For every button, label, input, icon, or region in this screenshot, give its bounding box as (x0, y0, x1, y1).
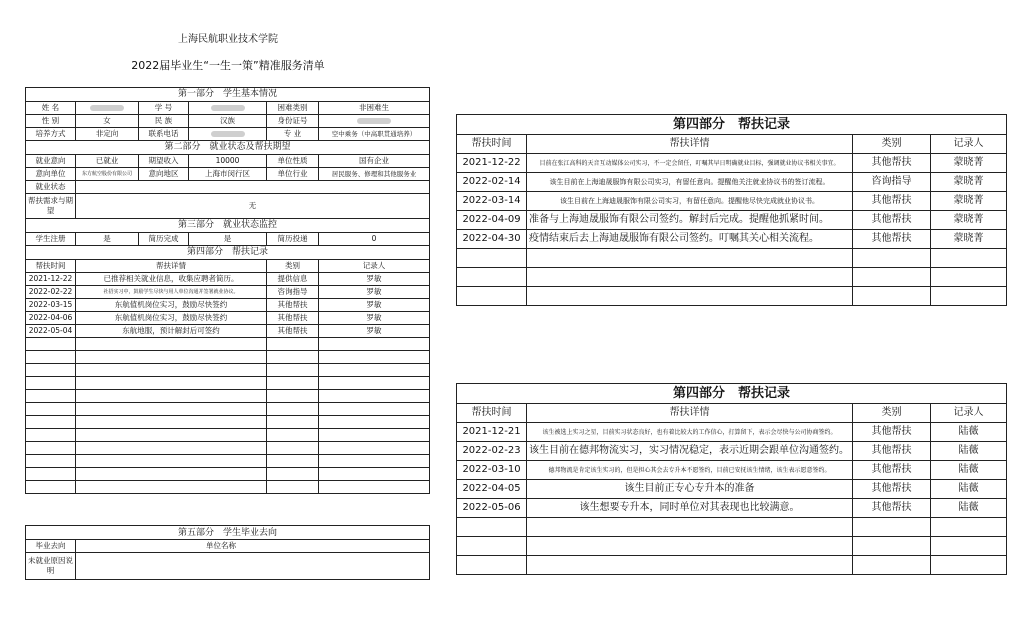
resume-label: 简历完成 (139, 233, 189, 246)
record-detail: 目前在张江高科的天音互动媒体公司实习，不一定会留任，叮嘱其早日明确就业目标，强调就业协议书相关事宜。 (527, 154, 853, 173)
record-time: 2021-12-22 (457, 154, 527, 173)
table-row (457, 154, 1007, 173)
header-recorder: 记录人 (931, 404, 1007, 423)
empty-row (26, 468, 430, 481)
record-type: 其他帮扶 (267, 299, 319, 312)
record-type: 咨询指导 (267, 286, 319, 299)
industry-label: 单位行业 (267, 168, 319, 181)
record-type: 其他帮扶 (853, 480, 931, 499)
record-time: 2022-04-05 (457, 480, 527, 499)
table-row (26, 299, 430, 312)
record-type: 其他帮扶 (267, 312, 319, 325)
header-detail: 帮扶详情 (527, 135, 853, 154)
record-type: 其他帮扶 (853, 192, 931, 211)
part4-left-title: 第四部分 帮扶记录 (26, 246, 430, 260)
record-type: 其他帮扶 (853, 461, 931, 480)
major-label: 专 业 (267, 128, 319, 141)
reg-label: 学生注册 (26, 233, 76, 246)
header-detail: 帮扶详情 (527, 404, 853, 423)
unit-label: 意向单位 (26, 168, 76, 181)
empty-row (26, 416, 430, 429)
record-type: 其他帮扶 (853, 154, 931, 173)
graduation-destination-table (25, 525, 430, 580)
region-label: 意向地区 (139, 168, 189, 181)
empty-row (26, 377, 430, 390)
record-detail: 东航地服，预计解封后可签约 (76, 325, 267, 338)
header-type: 类别 (853, 135, 931, 154)
redacted-mark (90, 105, 124, 111)
record-time: 2022-03-14 (457, 192, 527, 211)
record-time: 2022-05-06 (457, 499, 527, 518)
support-record-table-bottom (456, 383, 1007, 575)
record-type: 其他帮扶 (267, 325, 319, 338)
record-recorder: 罗敏 (319, 286, 430, 299)
record-time: 2022-05-04 (26, 325, 76, 338)
difficulty-value: 非困难生 (319, 102, 430, 115)
phone-label: 联系电话 (139, 128, 189, 141)
empty-row (26, 364, 430, 377)
redacted-mark (211, 105, 245, 111)
record-recorder: 罗敏 (319, 273, 430, 286)
part5-title: 第五部分 学生毕业去向 (26, 526, 430, 540)
idcard-value (319, 115, 430, 128)
nature-label: 单位性质 (267, 155, 319, 168)
school-name: 上海民航职业技术学院 (178, 34, 278, 45)
record-detail: 德邦物流是肯定该生实习的，但是担心其会去专升本不愿签约，目前已安抚该生情绪，该生表示愿意签约。 (527, 461, 853, 480)
record-type: 其他帮扶 (853, 211, 931, 230)
record-type: 其他帮扶 (853, 423, 931, 442)
unit-value: 东方航空股份有限公司 (76, 168, 139, 181)
record-detail: 该生目前在上海迪晟服饰有限公司实习，有留任意向。提醒他关注就业协议书的签订流程。 (527, 173, 853, 192)
student-service-form (25, 87, 430, 494)
salary-label: 期望收入 (139, 155, 189, 168)
record-recorder: 蒙晓菁 (931, 211, 1007, 230)
table-row (457, 173, 1007, 192)
table-row (457, 192, 1007, 211)
intent-value: 已就业 (76, 155, 139, 168)
record-time: 2021-12-21 (457, 423, 527, 442)
record-recorder: 陆薇 (931, 461, 1007, 480)
empty-row (457, 556, 1007, 575)
need-value: 无 (76, 194, 430, 219)
empty-row (26, 351, 430, 364)
record-detail: 东航值机岗位实习，鼓励尽快签约 (76, 312, 267, 325)
ethnicity-label: 民 族 (139, 115, 189, 128)
empty-row (26, 403, 430, 416)
table-row (457, 230, 1007, 249)
record-type: 其他帮扶 (853, 442, 931, 461)
record-recorder: 陆薇 (931, 480, 1007, 499)
region-value: 上海市闵行区 (189, 168, 267, 181)
support-record-table-top (456, 114, 1007, 306)
sent-label: 简历投递 (267, 233, 319, 246)
record-detail: 该生目前正专心专升本的准备 (527, 480, 853, 499)
record-recorder: 蒙晓菁 (931, 173, 1007, 192)
table-row (26, 325, 430, 338)
part1-title: 第一部分 学生基本情况 (26, 88, 430, 102)
record-type: 提供信息 (267, 273, 319, 286)
record-recorder: 罗敏 (319, 325, 430, 338)
salary-value: 10000 (189, 155, 267, 168)
student-id-label: 学 号 (139, 102, 189, 115)
gender-label: 性 别 (26, 115, 76, 128)
record-detail: 该生目前在德邦物流实习，实习情况稳定，表示近期会跟单位沟通签约。 (527, 442, 853, 461)
empty-row (26, 442, 430, 455)
training-label: 培养方式 (26, 128, 76, 141)
dest-label: 毕业去向 (26, 540, 76, 553)
left-header-recorder: 记录人 (319, 260, 430, 273)
empty-row (457, 518, 1007, 537)
intent-label: 就业意向 (26, 155, 76, 168)
record-type: 其他帮扶 (853, 499, 931, 518)
empty-row (26, 481, 430, 494)
part3-title: 第三部分 就业状态监控 (26, 219, 430, 233)
student-id-value (189, 102, 267, 115)
table-row (457, 211, 1007, 230)
record-time: 2022-03-10 (457, 461, 527, 480)
resume-value: 是 (189, 233, 267, 246)
record-time: 2022-02-14 (457, 173, 527, 192)
redacted-mark (357, 118, 391, 124)
status-label: 就业状态 (26, 181, 76, 194)
record-recorder: 罗敏 (319, 312, 430, 325)
nature-value: 国有企业 (319, 155, 430, 168)
need-label: 帮扶需求与期望 (26, 194, 76, 219)
table-row (26, 273, 430, 286)
status-value (76, 181, 430, 194)
record-recorder: 陆薇 (931, 499, 1007, 518)
record-recorder: 蒙晓菁 (931, 192, 1007, 211)
record-detail: 东航值机岗位实习，鼓励尽快签约 (76, 299, 267, 312)
reason-label: 未就业原因说明 (26, 553, 76, 580)
header-type: 类别 (853, 404, 931, 423)
table-row (457, 423, 1007, 442)
empty-row (26, 338, 430, 351)
header-recorder: 记录人 (931, 135, 1007, 154)
phone-value (189, 128, 267, 141)
record-recorder: 陆薇 (931, 442, 1007, 461)
reason-value (76, 553, 430, 580)
right-bottom-title: 第四部分 帮扶记录 (457, 384, 1007, 404)
right-top-title: 第四部分 帮扶记录 (457, 115, 1007, 135)
table-row (26, 286, 430, 299)
record-type: 其他帮扶 (853, 230, 931, 249)
record-time: 2022-04-09 (457, 211, 527, 230)
record-detail: 该生想要专升本，同时单位对其表现也比较满意。 (527, 499, 853, 518)
record-time: 2022-04-30 (457, 230, 527, 249)
table-row (457, 499, 1007, 518)
header-time: 帮扶时间 (457, 404, 527, 423)
name-value (76, 102, 139, 115)
record-detail: 该生目前在上海迪晟服饰有限公司实习，有留任意向。提醒他尽快完成就业协议书。 (527, 192, 853, 211)
record-recorder: 罗敏 (319, 299, 430, 312)
unit-name-label: 单位名称 (76, 540, 430, 553)
table-row (457, 480, 1007, 499)
record-time: 2022-04-06 (26, 312, 76, 325)
record-detail: 准备与上海迪晟服饰有限公司签约。解封后完成。提醒他抓紧时间。 (527, 211, 853, 230)
reg-value: 是 (76, 233, 139, 246)
major-value: 空中乘务（中高职贯通培养） (319, 128, 430, 141)
record-recorder: 蒙晓菁 (931, 154, 1007, 173)
record-time: 2022-03-15 (26, 299, 76, 312)
record-time: 2022-02-22 (26, 286, 76, 299)
record-time: 2021-12-22 (26, 273, 76, 286)
list-title: 2022届毕业生“一生一策”精准服务清单 (131, 59, 325, 72)
record-time: 2022-02-23 (457, 442, 527, 461)
record-type: 咨询指导 (853, 173, 931, 192)
empty-row (26, 455, 430, 468)
record-recorder: 陆薇 (931, 423, 1007, 442)
empty-row (26, 390, 430, 403)
empty-row (457, 249, 1007, 268)
record-detail: 社招实习中，鼓励学生尽快与用人单位沟通并签署就业协议。 (76, 286, 267, 299)
empty-row (457, 537, 1007, 556)
difficulty-label: 困难类别 (267, 102, 319, 115)
record-detail: 疫情结束后去上海迪晟服饰有限公司签约。叮嘱其关心相关流程。 (527, 230, 853, 249)
redacted-mark (211, 131, 245, 137)
idcard-label: 身份证号 (267, 115, 319, 128)
left-header-type: 类别 (267, 260, 319, 273)
sent-value: 0 (319, 233, 430, 246)
record-detail: 已推荐相关就业信息，收集应聘者简历。 (76, 273, 267, 286)
training-value: 非定向 (76, 128, 139, 141)
record-recorder: 蒙晓菁 (931, 230, 1007, 249)
table-row (26, 312, 430, 325)
table-row (457, 461, 1007, 480)
record-detail: 该生被选上实习之星，目前实习状态良好，也有着比较大的工作信心，打算留下，表示会尽快与公司协商签约。 (527, 423, 853, 442)
header-time: 帮扶时间 (457, 135, 527, 154)
table-row (457, 442, 1007, 461)
name-label: 姓 名 (26, 102, 76, 115)
ethnicity-value: 汉族 (189, 115, 267, 128)
part2-title: 第二部分 就业状态及帮扶期望 (26, 141, 430, 155)
empty-row (457, 287, 1007, 306)
empty-row (457, 268, 1007, 287)
empty-row (26, 429, 430, 442)
left-header-detail: 帮扶详情 (76, 260, 267, 273)
left-header-time: 帮扶时间 (26, 260, 76, 273)
gender-value: 女 (76, 115, 139, 128)
industry-value: 居民服务、修理和其他服务业 (319, 168, 430, 181)
